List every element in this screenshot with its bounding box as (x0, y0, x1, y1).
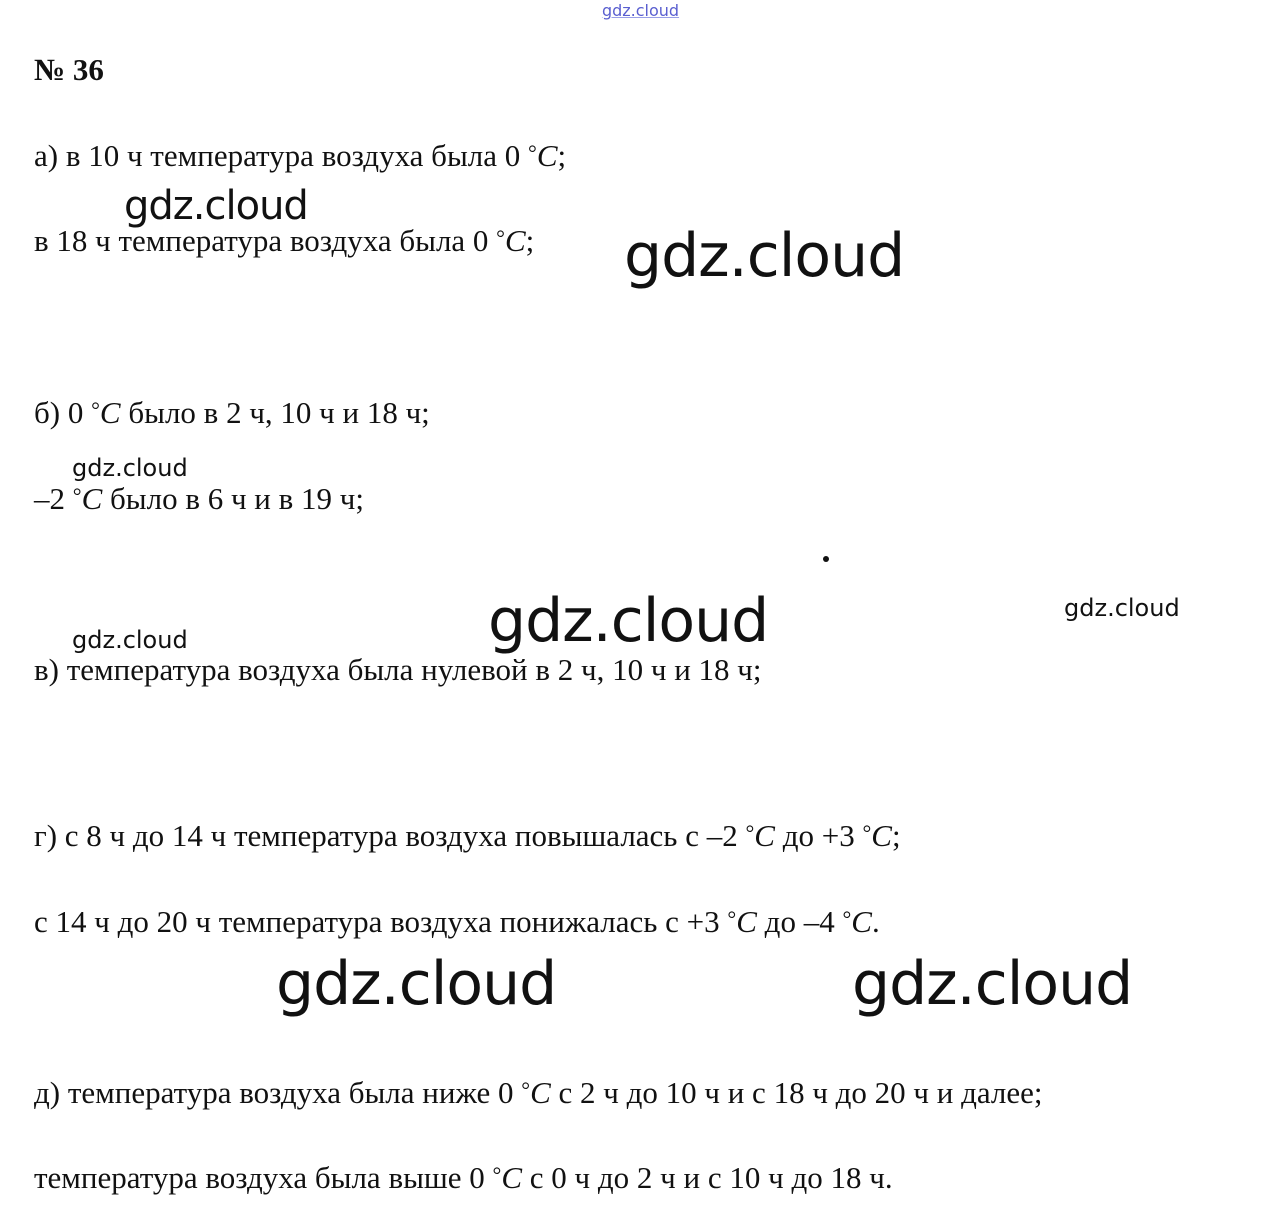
answer-a-line-2: в 18 ч температура воздуха была 0 °C; (34, 223, 535, 258)
problem-number: № 36 (34, 52, 104, 87)
watermark: gdz.cloud (72, 626, 188, 654)
watermark: gdz.cloud (624, 221, 905, 291)
answer-g-line-2: с 14 ч до 20 ч температура воздуха понижалась с +3 °C до –4 °C. (34, 904, 880, 939)
answer-v-line-1: в) температура воздуха была нулевой в 2 ч, 10 ч и 18 ч; (34, 652, 762, 687)
answer-b-line-1: б) 0 °C было в 2 ч, 10 ч и 18 ч; (34, 395, 430, 430)
watermark: gdz.cloud (852, 949, 1133, 1019)
watermark: gdz.cloud (1064, 594, 1180, 622)
watermark-top-link: gdz.cloud (601, 1, 680, 20)
answer-b-line-2: –2 °C было в 6 ч и в 19 ч; (34, 481, 364, 516)
watermark: gdz.cloud (276, 949, 557, 1019)
stray-dot (823, 556, 829, 562)
watermark: gdz.cloud (488, 586, 769, 656)
watermark: gdz.cloud (72, 454, 188, 482)
answer-d-line-2: температура воздуха была выше 0 °C с 0 ч до 2 ч и с 10 ч до 18 ч. (34, 1160, 893, 1195)
answer-d-line-1: д) температура воздуха была ниже 0 °C с 2 ч до 10 ч и с 18 ч до 20 ч и далее; (34, 1075, 1043, 1110)
answer-a-line-1: а) в 10 ч температура воздуха была 0 °C; (34, 138, 567, 173)
answer-g-line-1: г) с 8 ч до 14 ч температура воздуха повышалась с –2 °C до +3 °C; (34, 818, 901, 853)
watermark: gdz.cloud (124, 183, 308, 229)
